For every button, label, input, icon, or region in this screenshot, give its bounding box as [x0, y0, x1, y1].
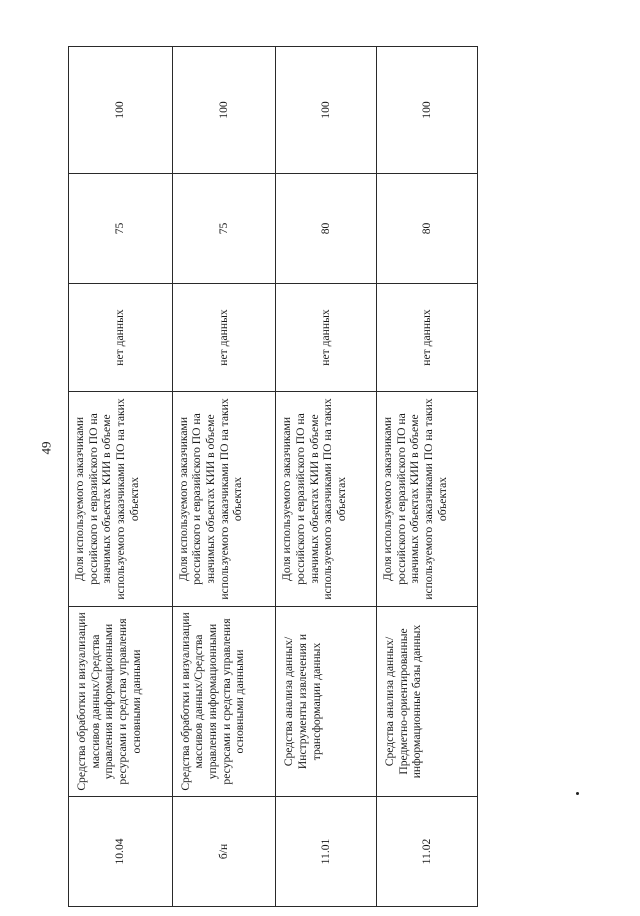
- row-target-2025: 100: [172, 47, 276, 174]
- rotated-table-container: [68, 47, 478, 907]
- page-number: 49: [38, 441, 54, 455]
- row-software-class: Средства анализа данных/Предметно-ориентированные информационные базы данных: [377, 607, 478, 797]
- table-row: [276, 47, 377, 907]
- row-indicator: Доля используемого заказчиками российского и евразийского ПО на значимых объектах КИИ в объеме используемого заказчиками ПО на таких объектах: [276, 392, 377, 607]
- row-target-2024: 75: [172, 174, 276, 284]
- table-row: [377, 47, 478, 907]
- row-code: 11.01: [276, 797, 377, 907]
- row-base-value: нет данных: [172, 284, 276, 392]
- row-indicator: Доля используемого заказчиками российского и евразийского ПО на значимых объектах КИИ в объеме используемого заказчиками ПО на таких объектах: [69, 392, 173, 607]
- row-indicator: Доля используемого заказчиками российского и евразийского ПО на значимых объектах КИИ в объеме используемого заказчиками ПО на таких объектах: [172, 392, 276, 607]
- row-base-value: нет данных: [276, 284, 377, 392]
- row-target-2024: 80: [276, 174, 377, 284]
- row-base-value: нет данных: [377, 284, 478, 392]
- row-code: 10.04: [69, 797, 173, 907]
- row-software-class: Средства обработки и визуализации массивов данных/Средства управления информационными ресурсами и средства управления основными данными: [172, 607, 276, 797]
- table-row: [172, 47, 276, 907]
- row-software-class: Средства анализа данных/ Инструменты извлечения и трансформации данных: [276, 607, 377, 797]
- row-code: 11.02: [377, 797, 478, 907]
- row-software-class: Средства обработки и визуализации массивов данных/Средства управления информационными ресурсами и средства управления основными данными: [69, 607, 173, 797]
- row-indicator: Доля используемого заказчиками российского и евразийского ПО на значимых объектах КИИ в объеме используемого заказчиками ПО на таких объектах: [377, 392, 478, 607]
- software-registry-table: [68, 46, 478, 907]
- row-target-2025: 100: [276, 47, 377, 174]
- row-code: б/н: [172, 797, 276, 907]
- row-target-2025: 100: [69, 47, 173, 174]
- table-row: [69, 47, 173, 907]
- row-target-2024: 75: [69, 174, 173, 284]
- row-base-value: нет данных: [69, 284, 173, 392]
- row-target-2025: 100: [377, 47, 478, 174]
- table-rotation-frame: [68, 47, 478, 907]
- scan-speck: [576, 792, 579, 795]
- row-target-2024: 80: [377, 174, 478, 284]
